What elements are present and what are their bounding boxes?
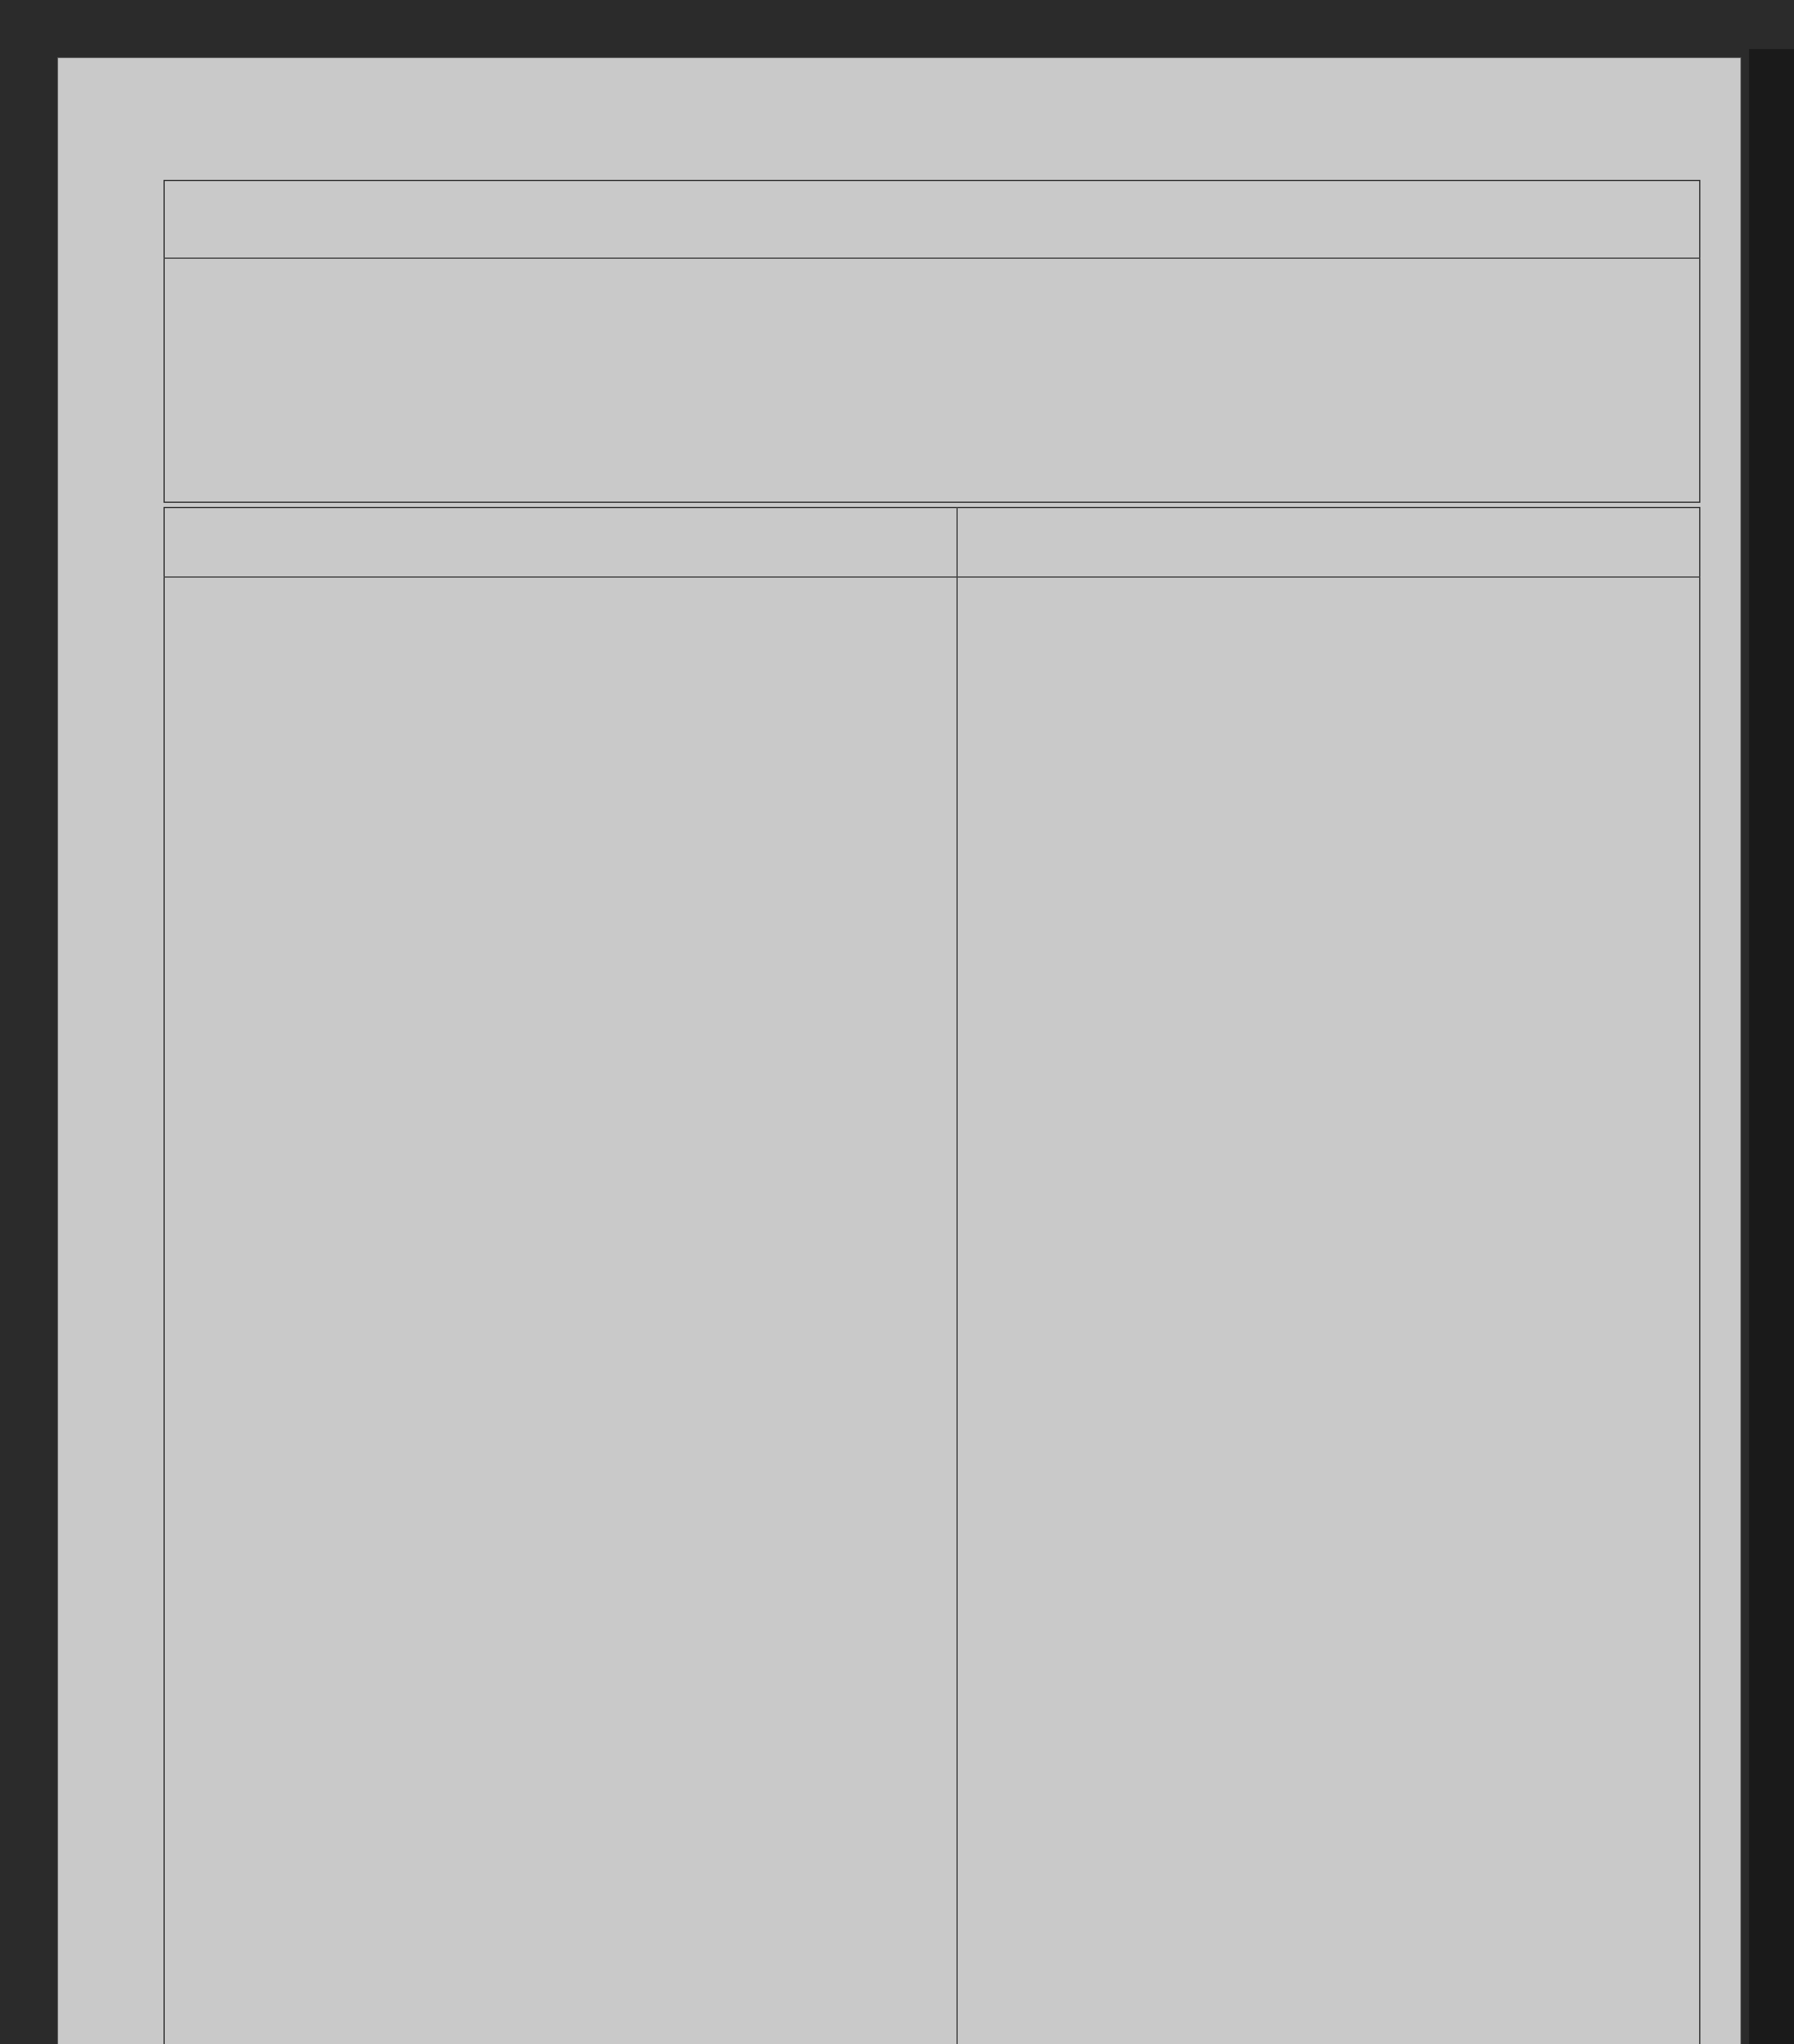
top-table-header-rule — [163, 258, 1700, 259]
right-header-rule — [956, 576, 1700, 578]
page-edge-shadow — [1749, 49, 1794, 2044]
lower-table-frame — [163, 507, 1700, 2044]
top-table-frame — [163, 180, 1700, 503]
left-header-rule — [163, 576, 956, 578]
center-divider — [956, 507, 958, 2044]
